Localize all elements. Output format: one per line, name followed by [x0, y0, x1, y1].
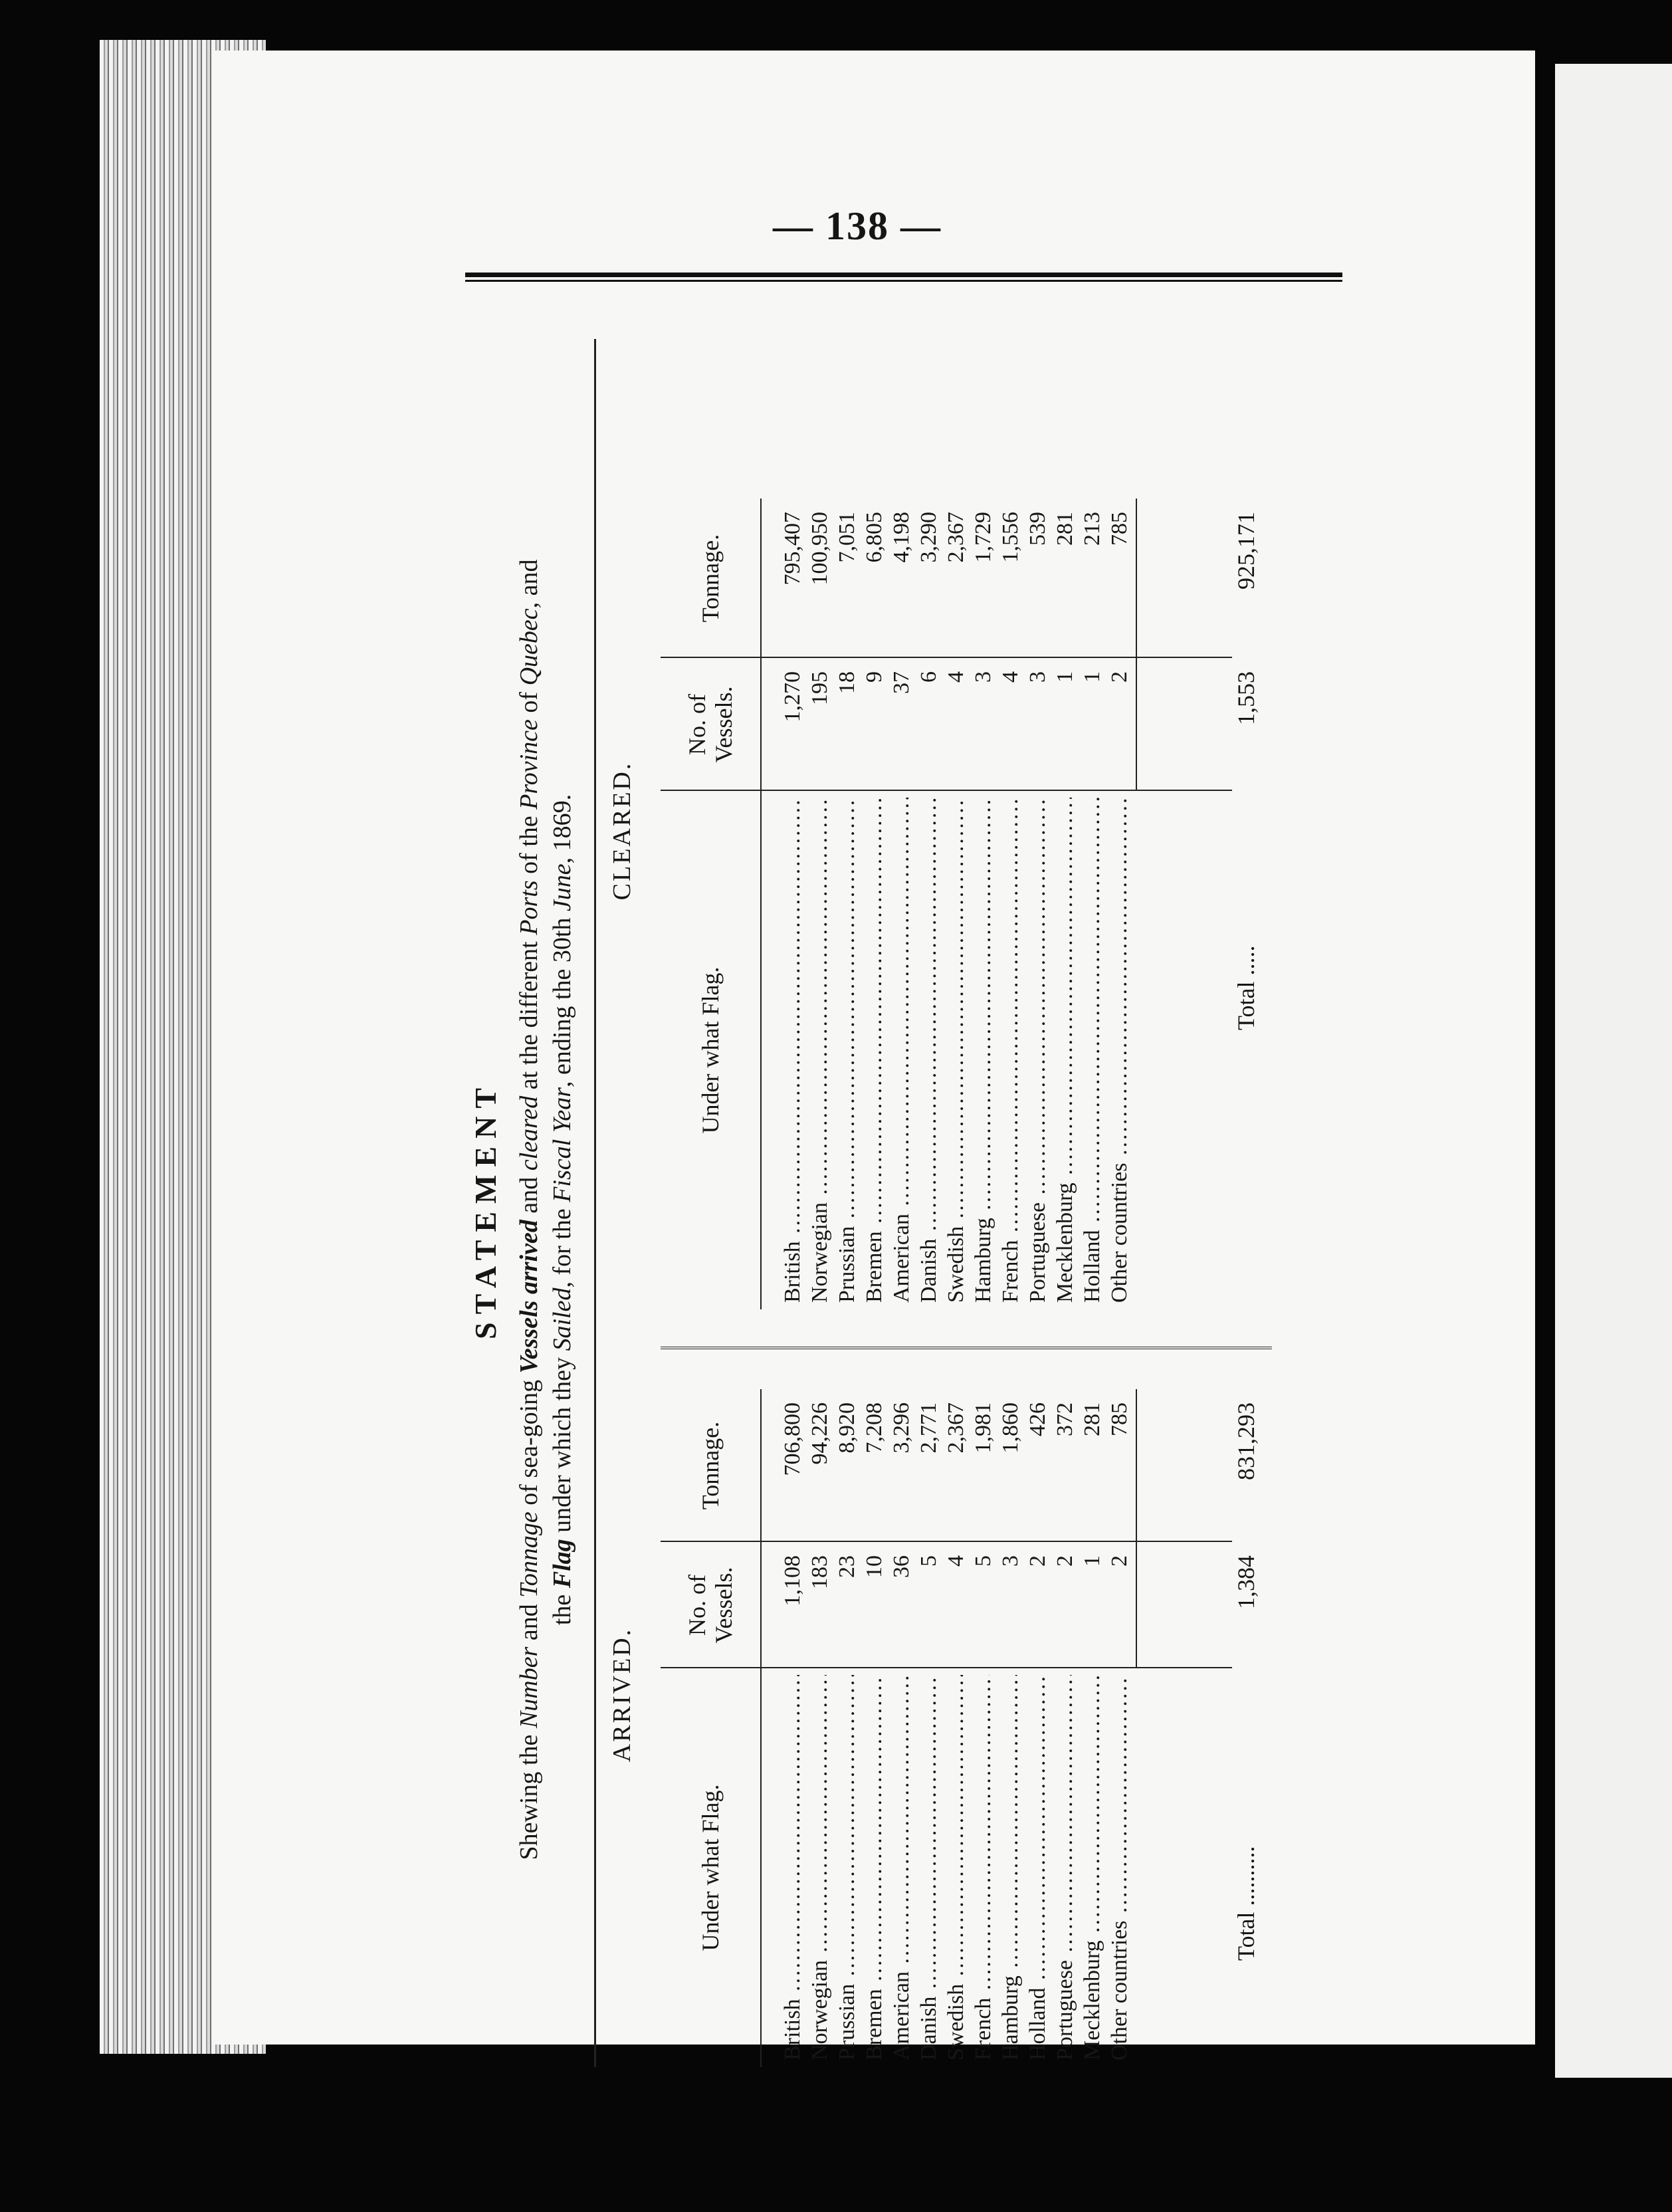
- arrived-table-row: [971, 1389, 998, 2067]
- cleared-row-flag: Bremen .....: [862, 798, 887, 1303]
- cleared-row-tonnage: 6,805: [862, 512, 887, 563]
- cleared-row-vessels: 9: [862, 671, 887, 683]
- arrived-title: ARRIVED.: [608, 1627, 636, 1763]
- arrived-header-flag: Under what Flag.: [697, 1784, 724, 1951]
- arrived-row-vessels: 183: [807, 1555, 832, 1589]
- arrived-row-tonnage: 2,367: [944, 1402, 968, 1454]
- table-top-rule: [594, 339, 596, 2067]
- cleared-row-flag: Norwegian .....: [807, 798, 833, 1303]
- arrived-row-tonnage: 281: [1080, 1402, 1104, 1436]
- arrived-row-vessels: 3: [998, 1555, 1023, 1567]
- cleared-table-row: [916, 339, 944, 1309]
- cleared-table-row: [971, 339, 998, 1309]
- cleared-header-tonnage: Tonnage.: [697, 534, 724, 623]
- cleared-row-flag: American .....: [889, 798, 914, 1303]
- rotated-statement: [468, 299, 1345, 2120]
- cleared-row-tonnage: 785: [1107, 512, 1132, 546]
- cleared-row-flag: Other countries .....: [1107, 798, 1132, 1303]
- cleared-row-flag: Hamburg .....: [971, 798, 996, 1303]
- cleared-row-vessels: 4: [998, 671, 1023, 683]
- cleared-row-vessels: 6: [916, 671, 941, 683]
- cleared-table-row: [1053, 339, 1080, 1309]
- arrived-row-vessels: 2: [1107, 1555, 1132, 1567]
- cleared-header-flag: Under what Flag.: [697, 966, 724, 1134]
- cleared-row-flag: Portuguese .....: [1025, 798, 1051, 1303]
- arrived-row-flag: Portuguese .....: [1053, 1675, 1078, 2060]
- arrived-row-tonnage: 706,800: [780, 1402, 805, 1476]
- arrived-row-vessels: 5: [971, 1555, 995, 1567]
- arrived-row-vessels: 36: [889, 1555, 914, 1578]
- arrived-table-row: [916, 1389, 944, 2067]
- cleared-row-vessels: 4: [944, 671, 968, 683]
- arrived-total-tonnage: 831,293: [1233, 1402, 1259, 1480]
- cleared-row-vessels: 1,270: [780, 671, 805, 722]
- arrived-row-vessels: 1: [1080, 1555, 1104, 1567]
- arrived-row-flag: Bremen .....: [862, 1675, 887, 2060]
- arrived-row-flag: Holland .....: [1025, 1675, 1051, 2060]
- cleared-table-row: [944, 339, 971, 1309]
- cleared-row-tonnage: 100,950: [807, 512, 832, 586]
- arrived-header-rule: [760, 1389, 762, 2067]
- arrived-row-tonnage: 785: [1107, 1402, 1132, 1436]
- arrived-total-rule: [1136, 1389, 1137, 1668]
- description-line-2: the Flag under which they Sailed, for the Fiscal Year, ending the 30th June, 1869.: [548, 794, 576, 1626]
- arrived-row-vessels: 4: [944, 1555, 968, 1567]
- arrived-row-flag: Prussian .....: [835, 1675, 860, 2060]
- page-number: — 138 —: [773, 204, 942, 248]
- arrived-total-label: Total ..........: [1233, 1846, 1259, 1961]
- cleared-row-vessels: 2: [1107, 671, 1132, 683]
- arrived-row-flag: Danish .....: [916, 1675, 942, 2060]
- cleared-table-row: [780, 339, 807, 1309]
- cleared-row-vessels: 1: [1080, 671, 1104, 683]
- arrived-row-vessels: 1,108: [780, 1555, 805, 1606]
- cleared-total-rule: [1136, 498, 1137, 791]
- arrived-row-vessels: 5: [916, 1555, 941, 1567]
- cleared-row-vessels: 195: [807, 671, 832, 705]
- cleared-row-flag: Holland .....: [1080, 798, 1105, 1303]
- arrived-row-tonnage: 94,226: [807, 1402, 832, 1465]
- arrived-row-flag: Hamburg .....: [998, 1675, 1023, 2060]
- arrived-row-tonnage: 8,920: [835, 1402, 859, 1454]
- cleared-table-row: [998, 339, 1025, 1309]
- description-line-1: Shewing the Number and Tonnage of sea-going Vessels arrived and cleared at the different Ports of the Province of Quebec, and: [515, 559, 543, 1860]
- arrived-table-row: [807, 1389, 835, 2067]
- cleared-table-row: [835, 339, 862, 1309]
- arrived-header-vessels: No. of Vessels.: [684, 1567, 737, 1644]
- cleared-row-flag: Danish .....: [916, 798, 942, 1303]
- cleared-row-vessels: 37: [889, 671, 914, 694]
- arrived-row-tonnage: 1,860: [998, 1402, 1023, 1454]
- arrived-row-tonnage: 426: [1025, 1402, 1050, 1436]
- cleared-header-rule: [760, 498, 762, 1309]
- arrived-table-row: [780, 1389, 807, 2067]
- cleared-row-tonnage: 795,407: [780, 512, 805, 586]
- cleared-row-tonnage: 281: [1053, 512, 1077, 546]
- arrived-table-row: [1025, 1389, 1053, 2067]
- arrived-row-flag: French .....: [971, 1675, 996, 2060]
- cleared-table-row: [1080, 339, 1107, 1309]
- arrived-row-tonnage: 1,981: [971, 1402, 995, 1454]
- facing-page-edge: [1555, 64, 1672, 2078]
- arrived-row-flag: Norwegian .....: [807, 1675, 833, 2060]
- arrived-row-flag: American .....: [889, 1675, 914, 2060]
- cleared-total-label: Total .....: [1233, 945, 1259, 1030]
- arrived-table-row: [1107, 1389, 1134, 2067]
- cleared-row-vessels: 3: [971, 671, 995, 683]
- arrived-row-flag: Other countries .....: [1107, 1675, 1132, 2060]
- arrived-row-vessels: 2: [1025, 1555, 1050, 1567]
- cleared-row-flag: French .....: [998, 798, 1023, 1303]
- cleared-row-tonnage: 7,051: [835, 512, 859, 563]
- arrived-row-flag: British .....: [780, 1675, 805, 2060]
- cleared-row-vessels: 1: [1053, 671, 1077, 683]
- cleared-row-vessels: 3: [1025, 671, 1050, 683]
- top-double-rule: [465, 273, 1342, 282]
- arrived-table-row: [944, 1389, 971, 2067]
- cleared-header-vessels: No. of Vessels.: [684, 686, 737, 763]
- arrived-row-vessels: 2: [1053, 1555, 1077, 1567]
- arrived-table-row: [835, 1389, 862, 2067]
- arrived-row-flag: Swedish .....: [944, 1675, 969, 2060]
- cleared-row-tonnage: 1,556: [998, 512, 1023, 563]
- arrived-row-vessels: 23: [835, 1555, 859, 1578]
- cleared-row-tonnage: 539: [1025, 512, 1050, 546]
- cleared-row-tonnage: 3,290: [916, 512, 941, 563]
- cleared-row-flag: British .....: [780, 798, 805, 1303]
- cleared-title: CLEARED.: [608, 761, 636, 901]
- cleared-row-tonnage: 2,367: [944, 512, 968, 563]
- arrived-header-tonnage: Tonnage.: [697, 1421, 724, 1510]
- arrived-table-row: [998, 1389, 1025, 2067]
- arrived-row-tonnage: 372: [1053, 1402, 1077, 1436]
- arrived-row-tonnage: 3,296: [889, 1402, 914, 1454]
- cleared-table-row: [1025, 339, 1053, 1309]
- cleared-row-flag: Prussian .....: [835, 798, 860, 1303]
- cleared-row-flag: Swedish .....: [944, 798, 969, 1303]
- arrived-table-row: [862, 1389, 889, 2067]
- arrived-table-row: [1080, 1389, 1107, 2067]
- arrived-row-flag: Mecklenburg .....: [1080, 1675, 1105, 2060]
- cleared-table-row: [862, 339, 889, 1309]
- arrived-table-row: [889, 1389, 916, 2067]
- cleared-table-row: [1107, 339, 1134, 1309]
- cleared-total-vessels: 1,553: [1233, 671, 1259, 725]
- cleared-row-tonnage: 213: [1080, 512, 1104, 546]
- cleared-total-tonnage: 925,171: [1233, 512, 1259, 590]
- cleared-row-flag: Mecklenburg .....: [1053, 798, 1078, 1303]
- cleared-row-tonnage: 4,198: [889, 512, 914, 563]
- arrived-table-row: [1053, 1389, 1080, 2067]
- arrived-row-vessels: 10: [862, 1555, 887, 1578]
- section-divider: [661, 1347, 1272, 1349]
- arrived-row-tonnage: 2,771: [916, 1402, 941, 1454]
- cleared-row-vessels: 18: [835, 671, 859, 694]
- arrived-row-tonnage: 7,208: [862, 1402, 887, 1454]
- arrived-total-vessels: 1,384: [1233, 1555, 1259, 1609]
- cleared-table-row: [807, 339, 835, 1309]
- cleared-row-tonnage: 1,729: [971, 512, 995, 563]
- cleared-table-row: [889, 339, 916, 1309]
- statement-title: STATEMENT: [469, 1079, 502, 1340]
